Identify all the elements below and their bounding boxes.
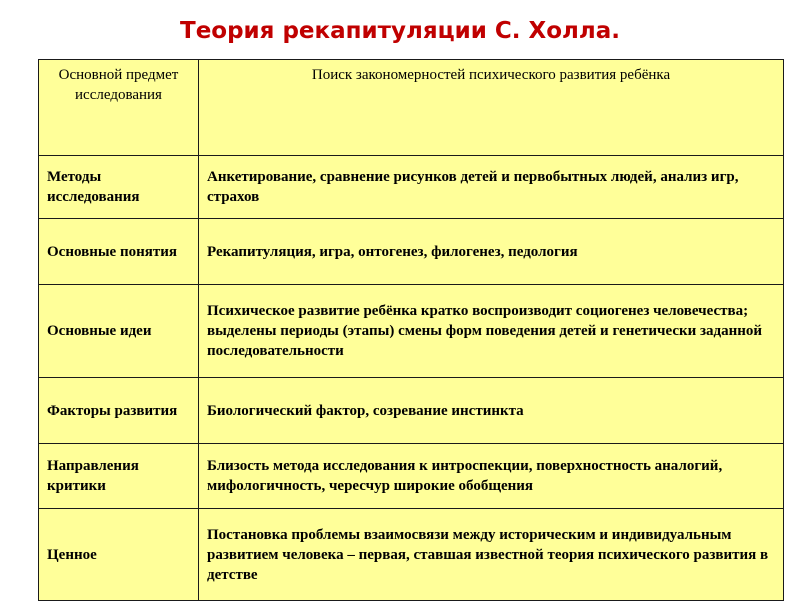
row-label: Методы исследования: [39, 156, 199, 219]
table-row: [39, 285, 784, 378]
table-row: [39, 509, 784, 601]
row-label: Основной предмет исследования: [39, 60, 199, 156]
row-value: Близость метода исследования к интроспекции, поверхностность аналогий, мифологичность, чересчур широкие обобщения: [199, 444, 784, 509]
row-value: Анкетирование, сравнение рисунков детей и первобытных людей, анализ игр, страхов: [199, 156, 784, 219]
row-label: Факторы развития: [39, 378, 199, 444]
row-label: Направления критики: [39, 444, 199, 509]
row-label: Основные понятия: [39, 219, 199, 285]
table-row: [39, 60, 784, 156]
row-value: Психическое развитие ребёнка кратко воспроизводит социогенез человечества; выделены периоды (этапы) смены форм поведения детей и генетически заданной последовательности: [199, 285, 784, 378]
theory-table: [38, 59, 784, 601]
table-row: [39, 378, 784, 444]
table-row: [39, 219, 784, 285]
row-value: Постановка проблемы взаимосвязи между историческим и индивидуальным развитием человека – первая, ставшая известной теория психического развития в детстве: [199, 509, 784, 601]
row-value: Рекапитуляция, игра, онтогенез, филогенез, педология: [199, 219, 784, 285]
row-value: Биологический фактор, созревание инстинкта: [199, 378, 784, 444]
row-label: Основные идеи: [39, 285, 199, 378]
page-title: Теория рекапитуляции С. Холла.: [180, 18, 620, 44]
row-label: Ценное: [39, 509, 199, 601]
table-row: [39, 444, 784, 509]
table-row: [39, 156, 784, 219]
row-value: Поиск закономерностей психического развития ребёнка: [199, 60, 784, 156]
